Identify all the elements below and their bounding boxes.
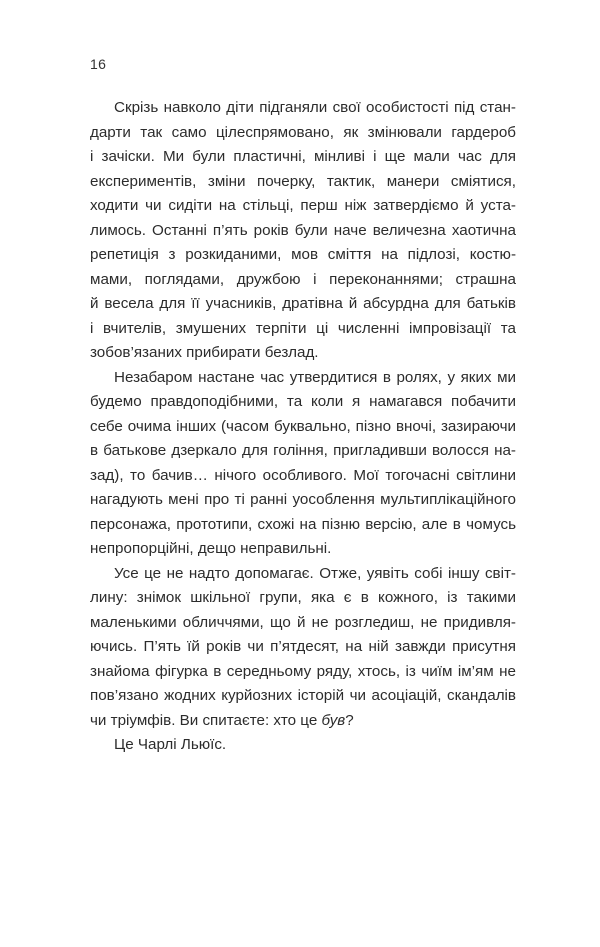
- text-line: і зачіски. Ми були пластичні, мінливі і ще мали час для: [90, 148, 516, 165]
- text-line: пов’язано жодних курйозних історій чи асоціацій, скандалів: [90, 687, 516, 704]
- text-line: [90, 709, 516, 734]
- text-line: лину: знімок шкільної групи, яка є в кожного, із такими: [90, 589, 516, 606]
- text-line: знайома фігурка в середньому ряду, хтось, із чиїм ім’ям не: [90, 662, 516, 680]
- paragraph-3: [90, 562, 516, 734]
- paragraph-1: [90, 96, 516, 366]
- text-segment: чи тріумфів. Ви спитаєте: хто це: [90, 711, 322, 729]
- text-line: репетиція з розкиданими, мов сміття на підлозі, костю-: [90, 246, 516, 263]
- text-line: Скрізь навколо діти підганяли свої особистості під стан-: [114, 99, 516, 116]
- text-line: в батькове дзеркало для гоління, пригладивши волосся на-: [90, 442, 516, 459]
- text-line: Усе це не надто допомагає. Отже, уявіть собі іншу світ-: [114, 564, 516, 582]
- text-line: експериментів, зміни почерку, тактик, манери сміятися,: [90, 172, 516, 190]
- text-line: нагадують мені про ті ранні уособлення мультиплікаційного: [90, 491, 516, 508]
- text-line: ходити чи сидіти на стільці, перш ніж затвердіємо й уста-: [90, 197, 516, 214]
- italic-word: був: [321, 711, 346, 729]
- paragraph-4: [90, 733, 516, 758]
- text-line: дарти так само цілеспрямовано, як змінювали гардероб: [90, 123, 516, 141]
- body-text: [90, 96, 516, 758]
- text-line: персонажа, прототипи, схожі на пізню версію, але в чомусь: [90, 515, 516, 533]
- text-line: мами, поглядами, дружбою і переконаннями; страшна: [90, 270, 516, 288]
- text-line: непропорційні, дещо неправильні.: [90, 540, 332, 557]
- text-line: лимось. Останні п’ять років були наче величезна хаотична: [90, 221, 516, 239]
- text-line: і вчителів, змушених терпіти ці численні імпровізації та: [90, 319, 516, 337]
- text-line: ючись. П’ять їй років чи п’ятдесят, на ній завжди присутня: [90, 638, 516, 655]
- text-line: зобов’язаних прибирати безлад.: [90, 344, 319, 361]
- text-segment: ?: [345, 711, 354, 729]
- text-line: будемо правдоподібними, та коли я намагався побачити: [90, 393, 516, 410]
- text-line: й весела для її учасників, дратівна й абсурдна для батьків: [90, 295, 516, 312]
- text-line: себе очима інших (часом буквально, пізно вночі, зазираючи: [90, 417, 516, 435]
- page-number: 16: [90, 56, 107, 72]
- text-line: маленькими обличчями, що й не розгледиш, не придивля-: [90, 613, 516, 631]
- paragraph-2: [90, 366, 516, 562]
- text-line: Це Чарлі Льюїс.: [114, 736, 227, 753]
- text-line: Незабаром настане час утвердитися в ролях, у яких ми: [114, 368, 516, 386]
- text-line: зад), то бачив… нічого особливого. Мої тогочасні світлини: [90, 466, 516, 484]
